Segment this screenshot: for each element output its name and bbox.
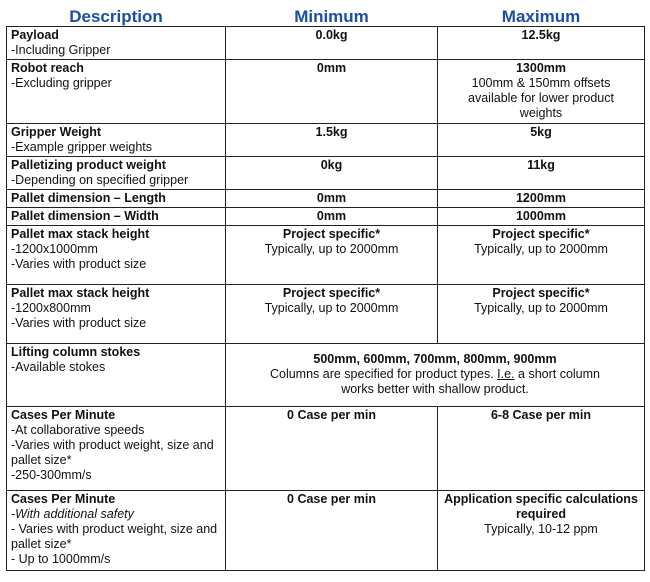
span-note-text: Columns are specified for product types. (269, 367, 498, 381)
min-cell (226, 407, 438, 491)
header-maximum: Maximum (501, 6, 581, 26)
min-cell (226, 27, 438, 60)
row-subtext: -Depending on specified gripper (11, 173, 189, 187)
row-title: Payload (11, 28, 59, 42)
row-description (7, 491, 226, 571)
min-cell (226, 157, 438, 190)
max-cell (438, 190, 645, 208)
max-cell (438, 208, 645, 226)
min-value: Project specific* (282, 286, 381, 300)
min-value: 0 Case per min (287, 408, 376, 422)
row-subtext: -At collaborative speeds (11, 423, 145, 437)
row-subtext: - Up to 1000mm/s (11, 552, 111, 566)
row-title: Gripper Weight (11, 125, 102, 139)
max-cell (438, 285, 645, 344)
min-cell (226, 60, 438, 124)
max-value: 1300mm (515, 61, 567, 75)
max-cell (438, 157, 645, 190)
max-value: Project specific* (492, 286, 590, 300)
min-value: 0kg (320, 158, 343, 172)
row-subtext: -Varies with product size (11, 257, 147, 271)
header-minimum: Minimum (294, 6, 369, 26)
max-value: 6-8 Case per min (490, 408, 592, 422)
min-cell (226, 190, 438, 208)
max-cell (438, 27, 645, 60)
min-cell (226, 124, 438, 157)
row-subtext: -Excluding gripper (11, 76, 112, 90)
row-description (7, 226, 226, 285)
max-note: Typically, up to 2000mm (474, 242, 608, 256)
span-value: 500mm, 600mm, 700mm, 800mm, 900mm (313, 352, 557, 366)
table-row (7, 491, 645, 571)
max-note: available for lower product (468, 91, 614, 105)
min-value: 0mm (316, 209, 347, 223)
max-value: Application specific calculations required (444, 492, 638, 521)
min-value: 0.0kg (315, 28, 348, 42)
max-cell (438, 124, 645, 157)
min-value: Project specific* (282, 227, 381, 241)
max-value: 1200mm (515, 191, 567, 205)
row-title: Cases Per Minute (11, 408, 116, 422)
table-row (7, 344, 645, 407)
spec-table (6, 6, 645, 571)
row-description (7, 407, 226, 491)
row-subtext: -Varies with product weight, size and pallet size* (11, 438, 214, 467)
row-subtext: -1200x1000mm (11, 242, 98, 256)
row-title: Pallet max stack height (11, 286, 150, 300)
min-cell (226, 226, 438, 285)
row-subtext: -Example gripper weights (11, 140, 153, 154)
row-title: Pallet dimension – Length (11, 191, 166, 205)
row-title: Robot reach (11, 61, 84, 75)
min-note: Typically, up to 2000mm (264, 242, 399, 256)
min-value: 0 Case per min (287, 492, 376, 506)
row-description (7, 27, 226, 60)
span-note (230, 367, 640, 397)
max-cell (438, 491, 645, 571)
row-title: Pallet max stack height (11, 227, 150, 241)
table-row (7, 208, 645, 226)
max-value: 12.5kg (521, 28, 561, 42)
max-value: Project specific* (492, 227, 590, 241)
table-row (7, 60, 645, 124)
table-row (7, 190, 645, 208)
min-note: Typically, up to 2000mm (264, 301, 399, 315)
row-title: Palletizing product weight (11, 158, 166, 172)
max-value: 5kg (530, 125, 552, 139)
row-description (7, 157, 226, 190)
min-value: 1.5kg (315, 125, 348, 139)
table-row (7, 124, 645, 157)
max-note: 100mm & 150mm offsets (471, 76, 611, 90)
row-description (7, 208, 226, 226)
table-row (7, 226, 645, 285)
max-value: 11kg (527, 158, 555, 172)
header-row (7, 6, 645, 27)
header-description: Description (69, 6, 163, 26)
min-cell (226, 285, 438, 344)
row-description (7, 124, 226, 157)
row-subtext: -1200x800mm (11, 301, 91, 315)
span-note-ie: I.e. (497, 367, 515, 381)
max-cell (438, 407, 645, 491)
row-subtext: -Varies with product size (11, 316, 147, 330)
row-title: Pallet dimension – Width (11, 209, 159, 223)
max-note: Typically, 10-12 ppm (484, 522, 598, 536)
max-cell (438, 60, 645, 124)
row-description (7, 285, 226, 344)
table-row (7, 285, 645, 344)
table-row (7, 27, 645, 60)
row-description (7, 190, 226, 208)
max-note: Typically, up to 2000mm (474, 301, 608, 315)
row-description (7, 344, 226, 407)
max-cell (438, 226, 645, 285)
row-subtext: -250-300mm/s (11, 468, 92, 482)
min-cell (226, 491, 438, 571)
row-description (7, 60, 226, 124)
min-cell (226, 208, 438, 226)
row-title: Lifting column stokes (11, 345, 141, 359)
span-note-text-end: a short column works better with shallow product. (341, 367, 601, 396)
row-subtext: -Including Gripper (11, 43, 111, 57)
table-row (7, 157, 645, 190)
table-row (7, 407, 645, 491)
row-subtext: - Varies with product weight, size and pallet size* (11, 522, 218, 551)
row-title: Cases Per Minute (11, 492, 116, 506)
row-subtext-italic: -With additional safety (11, 507, 134, 521)
max-note: weights (519, 106, 563, 120)
row-subtext: -Available stokes (11, 360, 106, 374)
merged-value-cell (226, 344, 645, 407)
max-value: 1000mm (515, 209, 567, 223)
min-value: 0mm (316, 191, 347, 205)
min-value: 0mm (316, 61, 347, 75)
